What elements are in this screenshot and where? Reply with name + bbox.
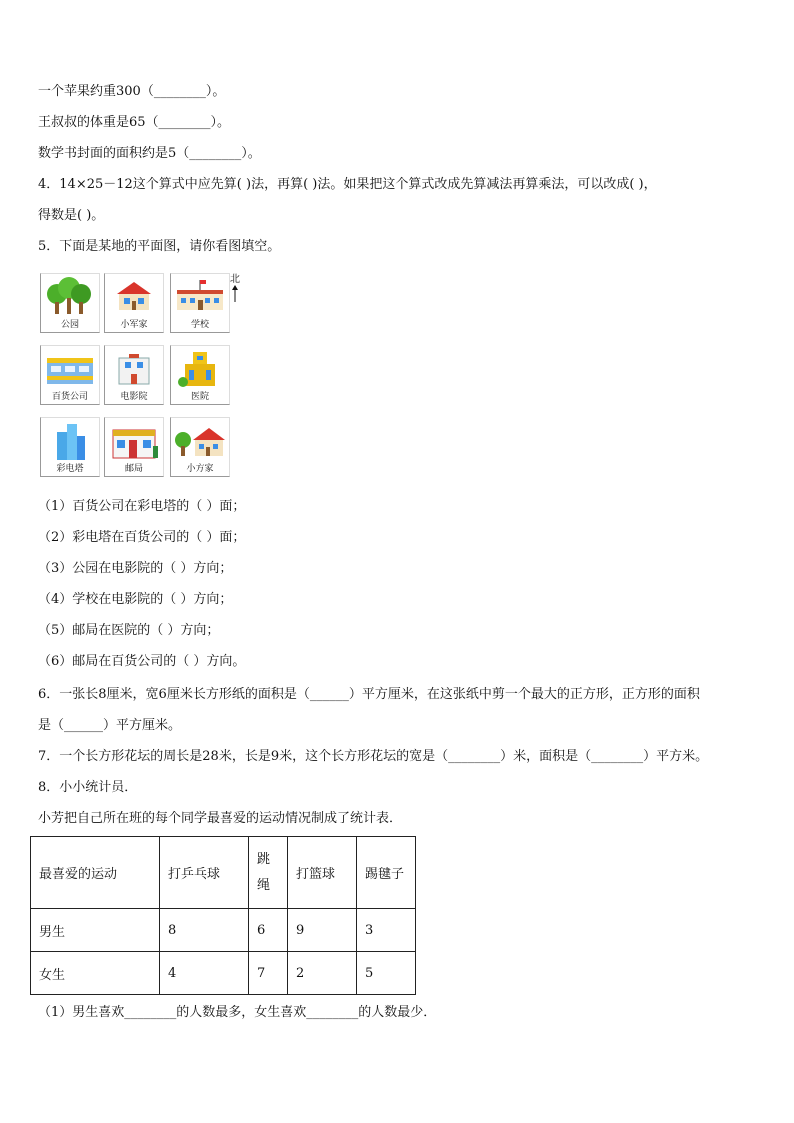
q6-line-2: 是（______）平方厘米。 [38,718,182,733]
table-header-row [31,837,416,909]
map-cell-department-store [40,345,100,405]
q4-line-2: 得数是( )。 [38,208,105,223]
map-cell-post-office [104,417,164,477]
q5-item-4: （4）学校在电影院的（ ）方向； [38,592,233,607]
q5-item-5: （5）邮局在医院的（ ）方向； [38,623,220,638]
table-cell: 9 [288,909,357,952]
north-arrow-icon [230,285,240,303]
header-cell: 打篮球 [288,837,357,909]
header-cell: 踢毽子 [357,837,416,909]
cinema-icon [107,348,161,390]
place-label: 小军家 [120,320,148,330]
line-uncle-weight: 王叔叔的体重是65（________）。 [38,115,231,130]
q5-item-2: （2）彩电塔在百货公司的（ ）面； [38,530,246,545]
table-cell: 2 [288,952,357,995]
line-apple: 一个苹果约重300（________）。 [38,84,226,99]
map-cell-tv-tower [40,417,100,477]
map-cell-hospital [170,345,230,405]
tower-icon [43,420,97,462]
line-book-area: 数学书封面的面积约是5（________）。 [38,146,261,161]
place-label: 百货公司 [51,392,88,402]
map-cell-park [40,273,100,333]
table-cell: 7 [249,952,288,995]
place-label: 电影院 [120,392,148,402]
table-cell: 3 [357,909,416,952]
q8-question-1: （1）男生喜欢________的人数最多，女生喜欢________的人数最少． [38,1005,437,1020]
north-indicator [230,270,240,306]
q4-line-1: 4．14×25－12这个算式中应先算( )法，再算( )法。如果把这个算式改成先算减法再算乘法，可以改成( )， [38,177,657,192]
q7-line: 7．一个长方形花坛的周长是28米，长是9米，这个长方形花坛的宽是（________）米，面积是（________）平方米。 [38,749,709,764]
north-label: 北 [230,274,240,285]
row-label: 女生 [31,952,160,995]
header-cell: 打乒乓球 [160,837,249,909]
row-label: 男生 [31,909,160,952]
table-cell: 6 [249,909,288,952]
store-icon [43,348,97,390]
place-label: 医院 [190,392,209,402]
q6-line-1: 6．一张长8厘米，宽6厘米长方形纸的面积是（______）平方厘米，在这张纸中剪一个最大的正方形，正方形的面积 [38,687,700,702]
header-cell: 跳绳 [249,837,288,909]
table-row [31,952,416,995]
table-cell: 8 [160,909,249,952]
house-with-tree-icon [173,420,227,462]
q5-item-1: （1）百货公司在彩电塔的（ ）面； [38,499,246,514]
table-cell: 4 [160,952,249,995]
trees-icon [43,276,97,318]
header-cell: 最喜爱的运动 [31,837,160,909]
house-icon [107,276,161,318]
place-label: 公园 [60,320,79,330]
place-label: 彩电塔 [56,464,84,474]
school-icon [173,276,227,318]
map-cell-cinema [104,345,164,405]
map-cell-school [170,273,230,333]
place-label: 小方家 [186,464,214,474]
sports-stat-table [30,836,416,995]
table-cell: 5 [357,952,416,995]
hospital-icon [173,348,227,390]
table-row [31,909,416,952]
q8-intro: 小芳把自己所在班的每个同学最喜爱的运动情况制成了统计表． [38,811,403,826]
place-label: 邮局 [124,464,143,474]
map-cell-xiaofang-home [170,417,230,477]
q8-title: 8．小小统计员． [38,780,138,795]
map-cell-xiaojun-home [104,273,164,333]
place-label: 学校 [190,320,209,330]
post-office-icon [107,420,161,462]
q5-item-6: （6）邮局在百货公司的（ ）方向。 [38,654,246,669]
q5-title: 5．下面是某地的平面图，请你看图填空。 [38,239,281,254]
q5-item-3: （3）公园在电影院的（ ）方向； [38,561,233,576]
